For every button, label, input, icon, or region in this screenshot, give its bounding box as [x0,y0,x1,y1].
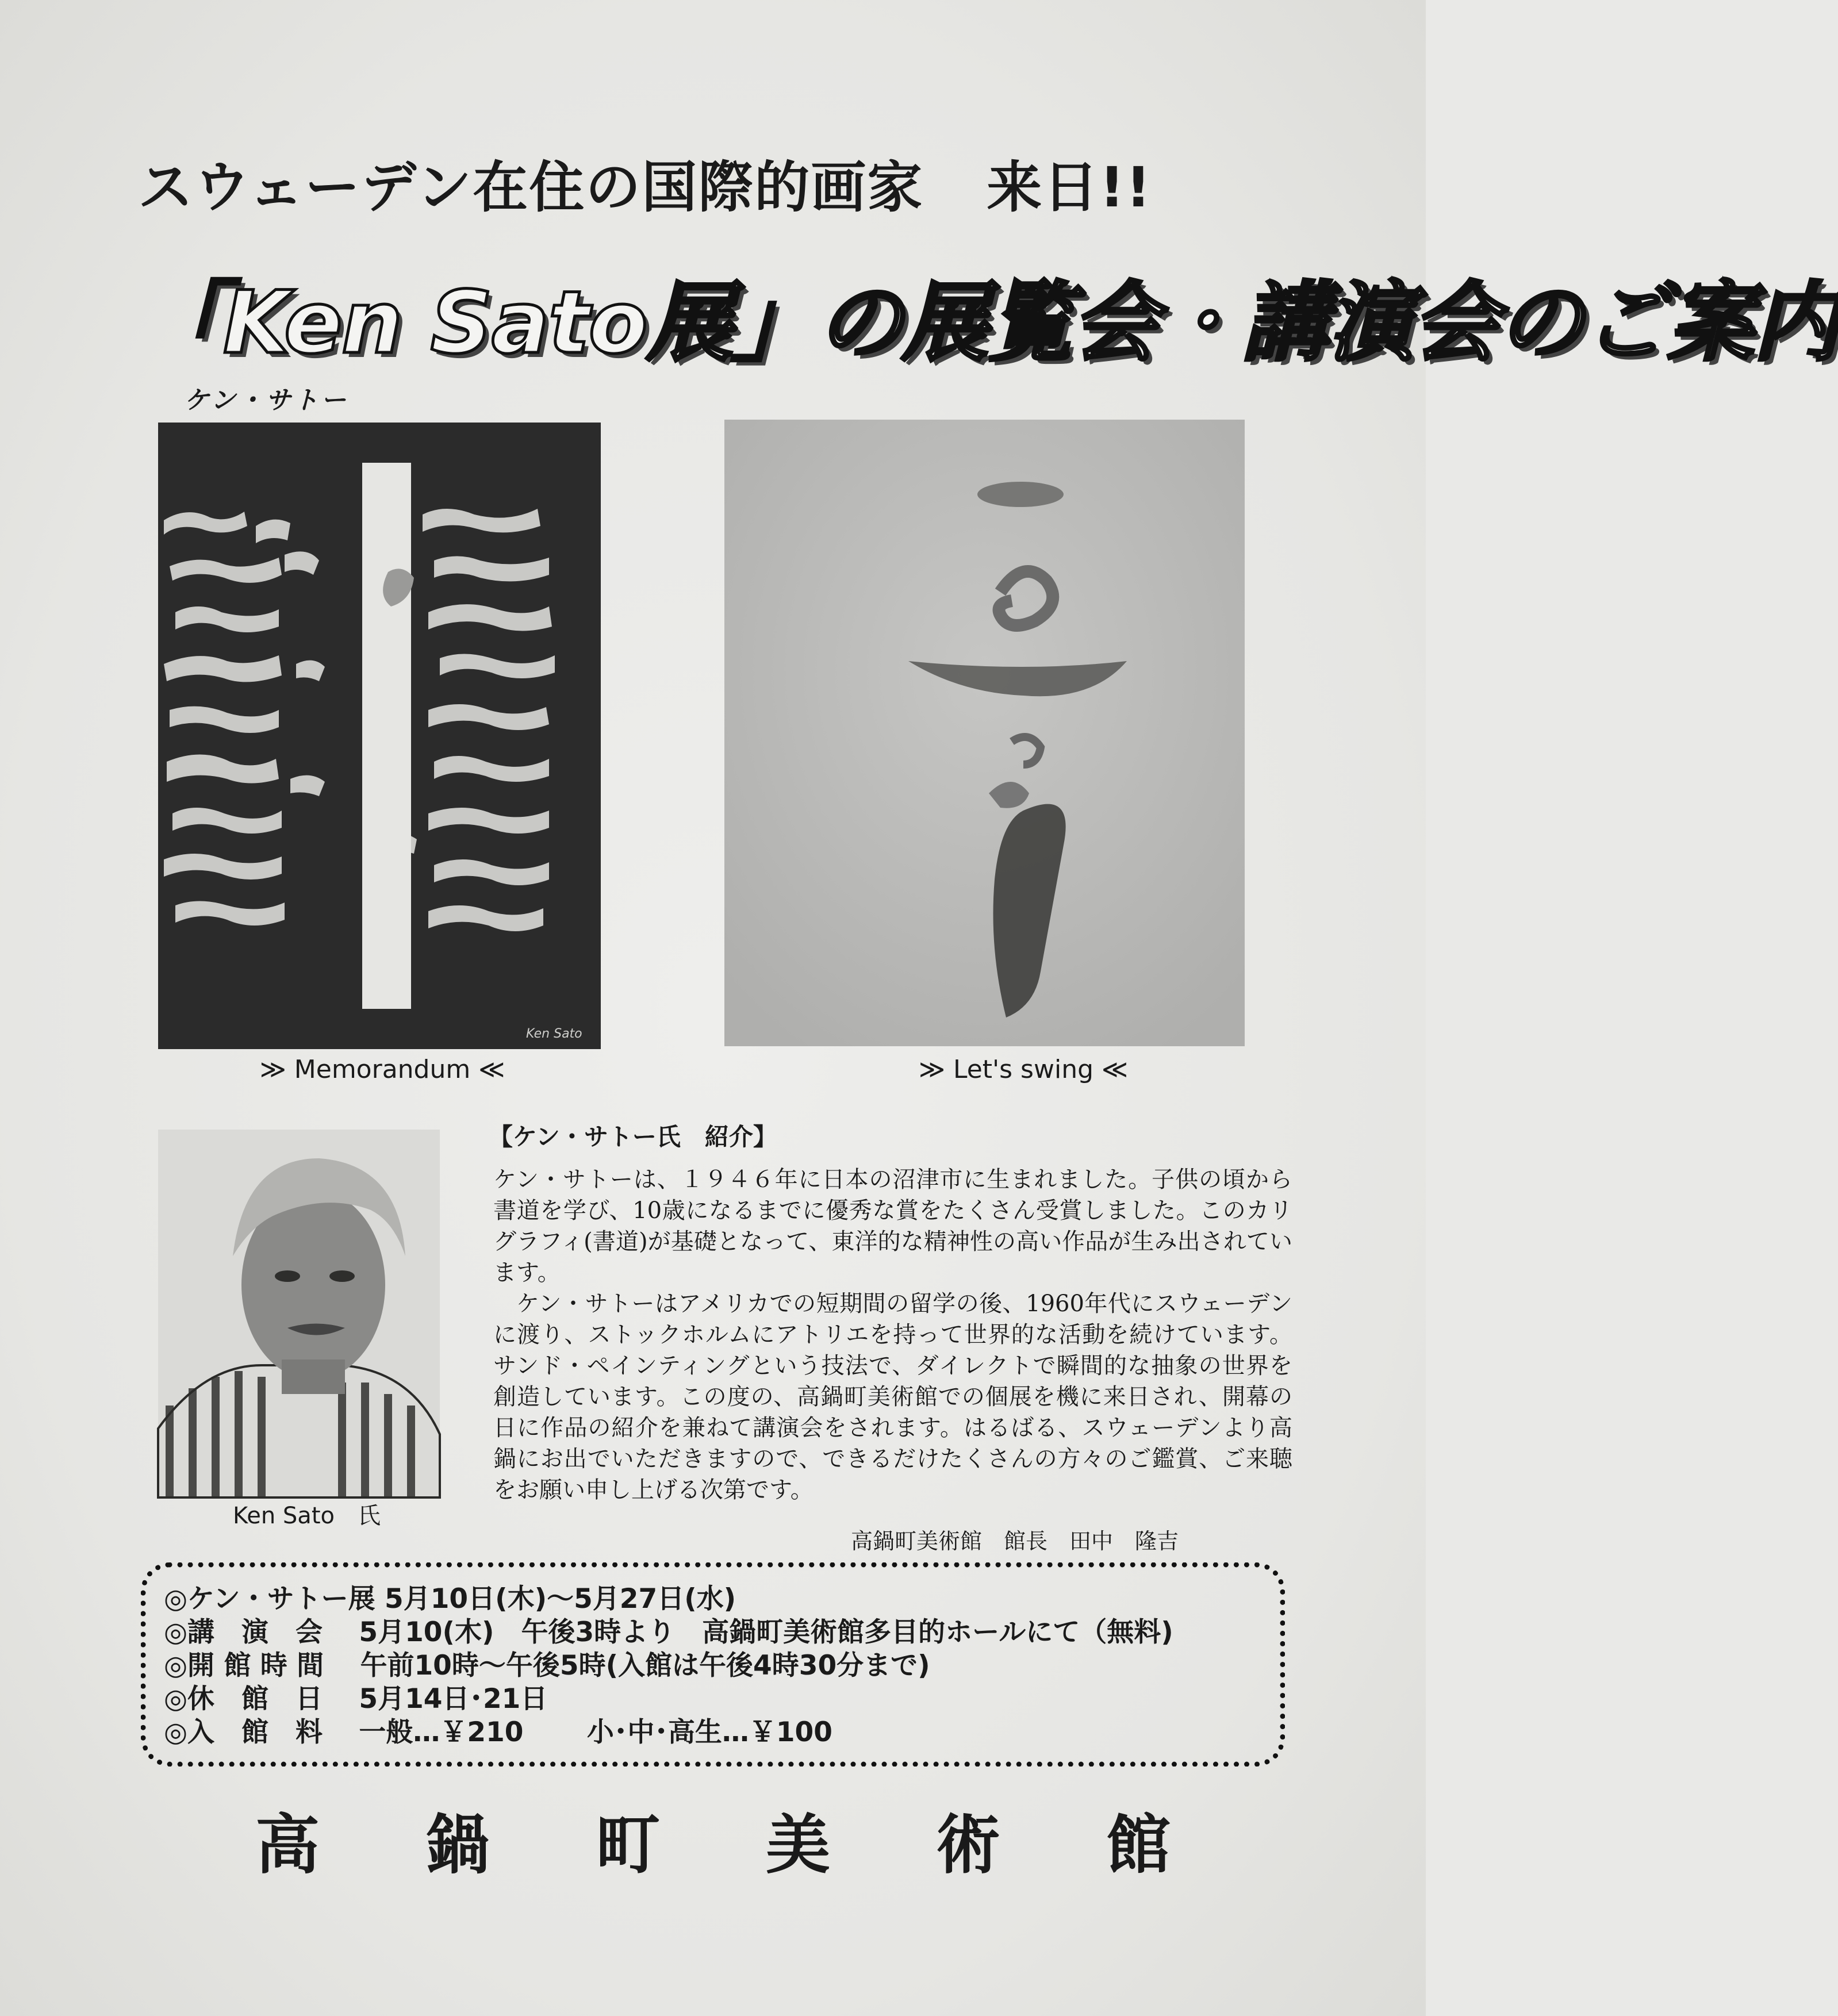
caption-memorandum: ≫ Memorandum ≪ [259,1055,505,1084]
headline [138,144,1288,222]
info-hours: ◎開 館 時 間 午前10時～午後5時(入館は午後4時30分まで) [164,1650,930,1681]
museum-char: 美 [766,1808,883,1883]
artist-photo [158,1130,440,1497]
intro-paragraph-2: ケン・サトーはアメリカでの短期間の留学の後、1960年代にスウェーデンに渡り、ストックホルムにアトリエを持って世界的な活動を続けています。サンド・ペインティングという技法で、ダイレクトで瞬間的な抽象の世界を創造しています。この度の、高鍋町美術館での個展を機に来日され、開幕の日に作品の紹介を兼ねて講演会をされます。はるばる、スウェーデンより高鍋にお出でいただきますので、できるだけたくさんの方々のご鑑賞、ご来聴をお願い申し上げる次第です。 [493,1291,1292,1503]
museum-name [0,1794,1426,1886]
headline-exclaim: 来日!! [987,155,1152,220]
intro-paragraph-1: ケン・サトーは、１９４６年に日本の沼津市に生まれました。子供の頃から書道を学び、10歳になるまでに優秀な賞をたくさん受賞しました。このカリグラフィ(書道)が基礎となって、東洋的な精神性の高い作品が生み出されています。 [493,1166,1292,1286]
info-admission: ◎入 館 料 一般…￥210 小･中･高生…￥100 [164,1717,832,1748]
artwork-memorandum [158,423,601,1049]
museum-char: 館 [1106,1808,1223,1883]
museum-char: 術 [936,1808,1053,1883]
artwork-lets-swing [724,420,1245,1046]
info-exhibition: ◎ケン・サトー展 5月10日(木)～5月27日(水) [164,1583,736,1615]
page-title: 「Ken Sato展」の展覧会・講演会のご案内 [138,273,1838,373]
intro-body [493,1164,1292,1506]
signature: 高鍋町美術館 館長 田中 隆吉 [851,1529,1179,1554]
info-lines [164,1583,1173,1749]
museum-char: 鍋 [425,1808,543,1883]
info-closed: ◎休 館 日 5月14日･21日 [164,1683,548,1715]
intro-heading: 【ケン・サトー氏 紹介】 [489,1123,777,1151]
headline-text: スウェーデン在住の国際的画家 [138,155,924,220]
artwork-signature: Ken Sato [526,1027,582,1041]
museum-char: 町 [596,1808,713,1883]
museum-char: 高 [255,1808,373,1883]
info-lecture: ◎講 演 会 5月10(木) 午後3時より 高鍋町美術館多目的ホールにて（無料) [164,1616,1173,1648]
title-ruby: ケン・サトー [184,386,348,415]
photo-caption: Ken Sato 氏 [233,1503,381,1529]
caption-lets-swing: ≫ Let's swing ≪ [918,1055,1129,1084]
